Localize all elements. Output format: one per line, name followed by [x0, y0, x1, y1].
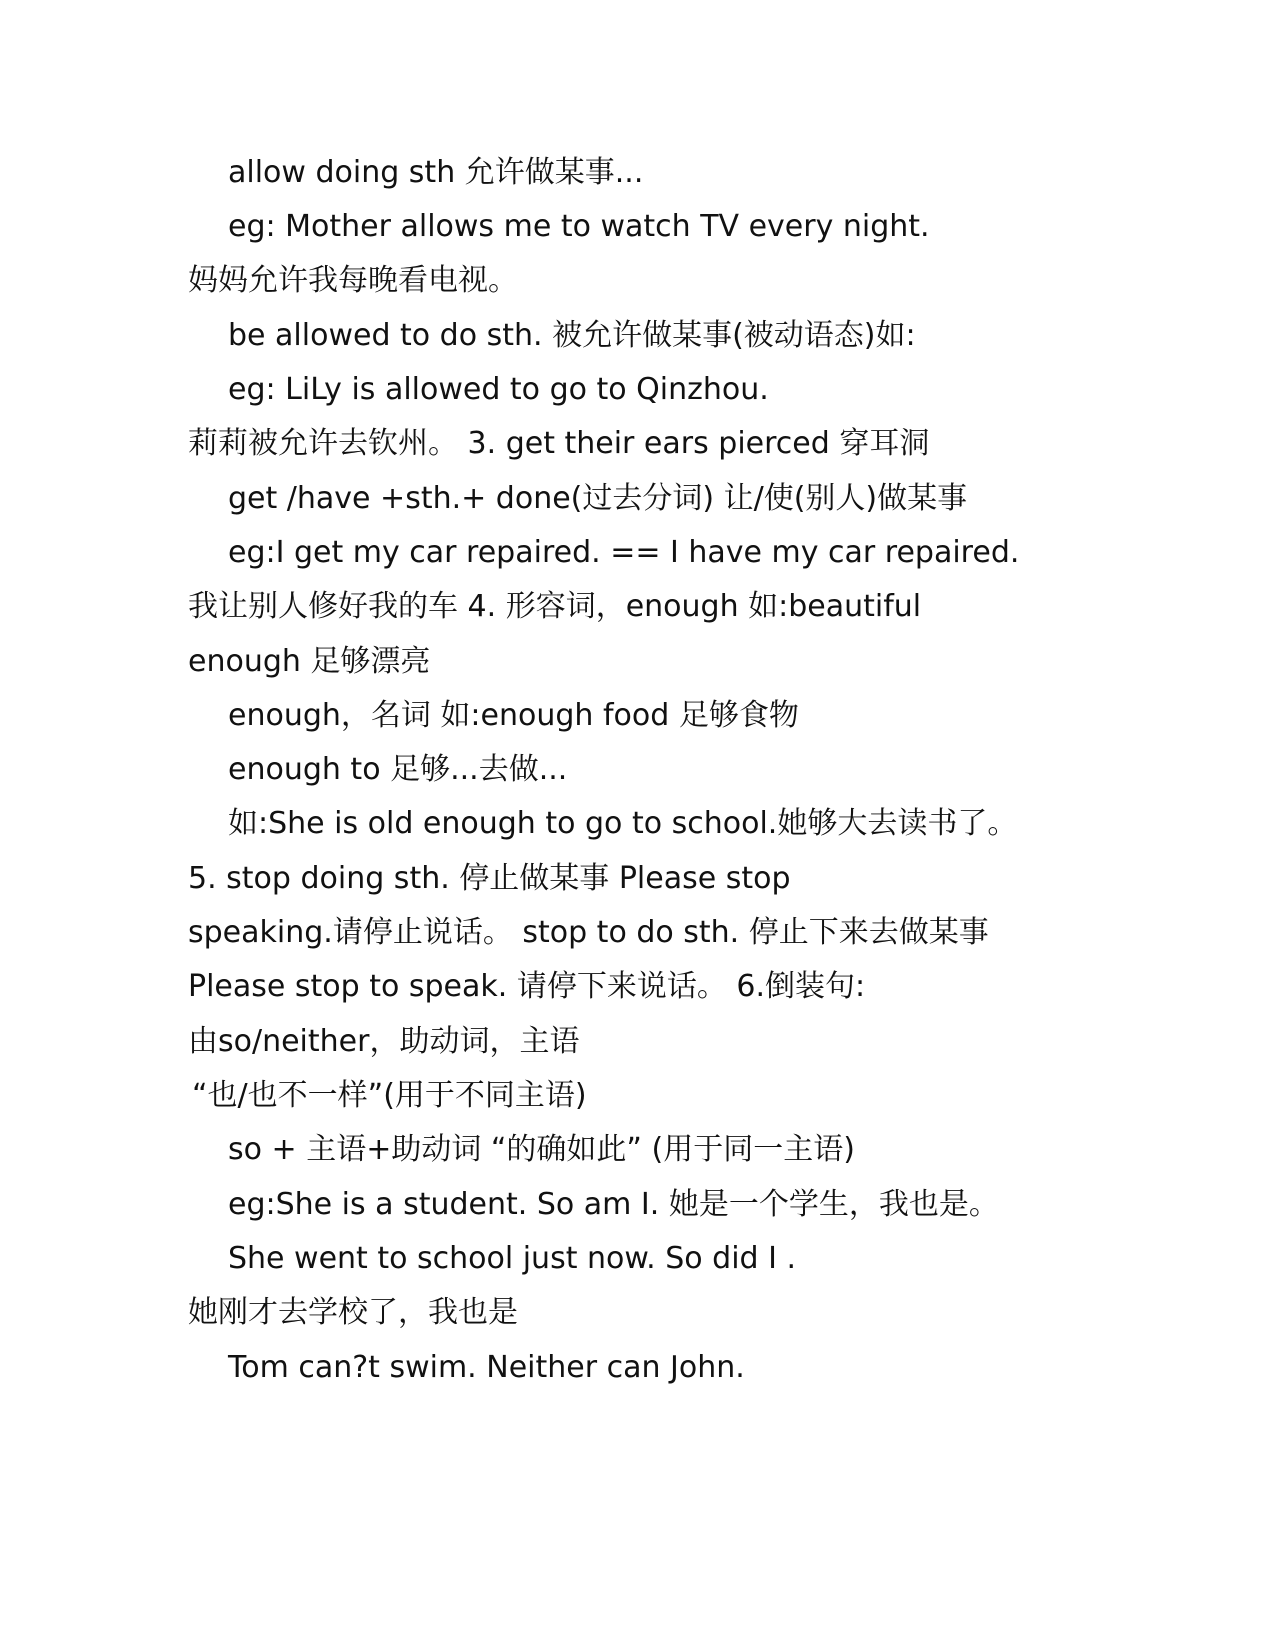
text-line: enough 足够漂亮: [188, 644, 431, 679]
text-line: be allowed to do sth. 被允许做某事(被动语态)如:: [228, 318, 916, 353]
text-line: She went to school just now. So did I .: [228, 1241, 797, 1276]
text-line: 我让别人修好我的车 4. 形容词，enough 如:beautiful: [188, 589, 922, 624]
text-line: 由so/neither，助动词，主语: [188, 1024, 580, 1059]
text-line: Please stop to speak. 请停下来说话。 6.倒装句:: [188, 969, 866, 1004]
text-line: allow doing sth 允许做某事...: [228, 155, 644, 190]
text-line: speaking.请停止说话。 stop to do sth. 停止下来去做某事: [188, 915, 989, 950]
text-line: eg:She is a student. So am I. 她是一个学生，我也是。: [228, 1187, 999, 1222]
text-line: 她刚才去学校了，我也是: [188, 1295, 518, 1330]
text-line: 莉莉被允许去钦州。 3. get their ears pierced 穿耳洞: [188, 426, 930, 461]
text-line: eg:I get my car repaired. == I have my car repaired.: [228, 535, 1020, 570]
text-line: Tom can?t swim. Neither can John.: [228, 1350, 745, 1385]
text-line: eg: Mother allows me to watch TV every night.: [228, 209, 930, 244]
text-line: 5. stop doing sth. 停止做某事 Please stop: [188, 861, 791, 896]
text-line: so + 主语+助动词 “的确如此” (用于同一主语): [228, 1132, 855, 1167]
text-line: enough to 足够...去做...: [228, 752, 568, 787]
text-line: get /have +sth.+ done(过去分词) 让/使(别人)做某事: [228, 481, 968, 516]
text-line: 妈妈允许我每晚看电视。: [188, 263, 518, 298]
text-line: enough，名词 如:enough food 足够食物: [228, 698, 799, 733]
text-line: “也/也不一样”(用于不同主语): [192, 1078, 587, 1113]
text-line: eg: LiLy is allowed to go to Qinzhou.: [228, 372, 769, 407]
text-line: 如:She is old enough to go to school.她够大去读书了。: [228, 806, 1018, 841]
